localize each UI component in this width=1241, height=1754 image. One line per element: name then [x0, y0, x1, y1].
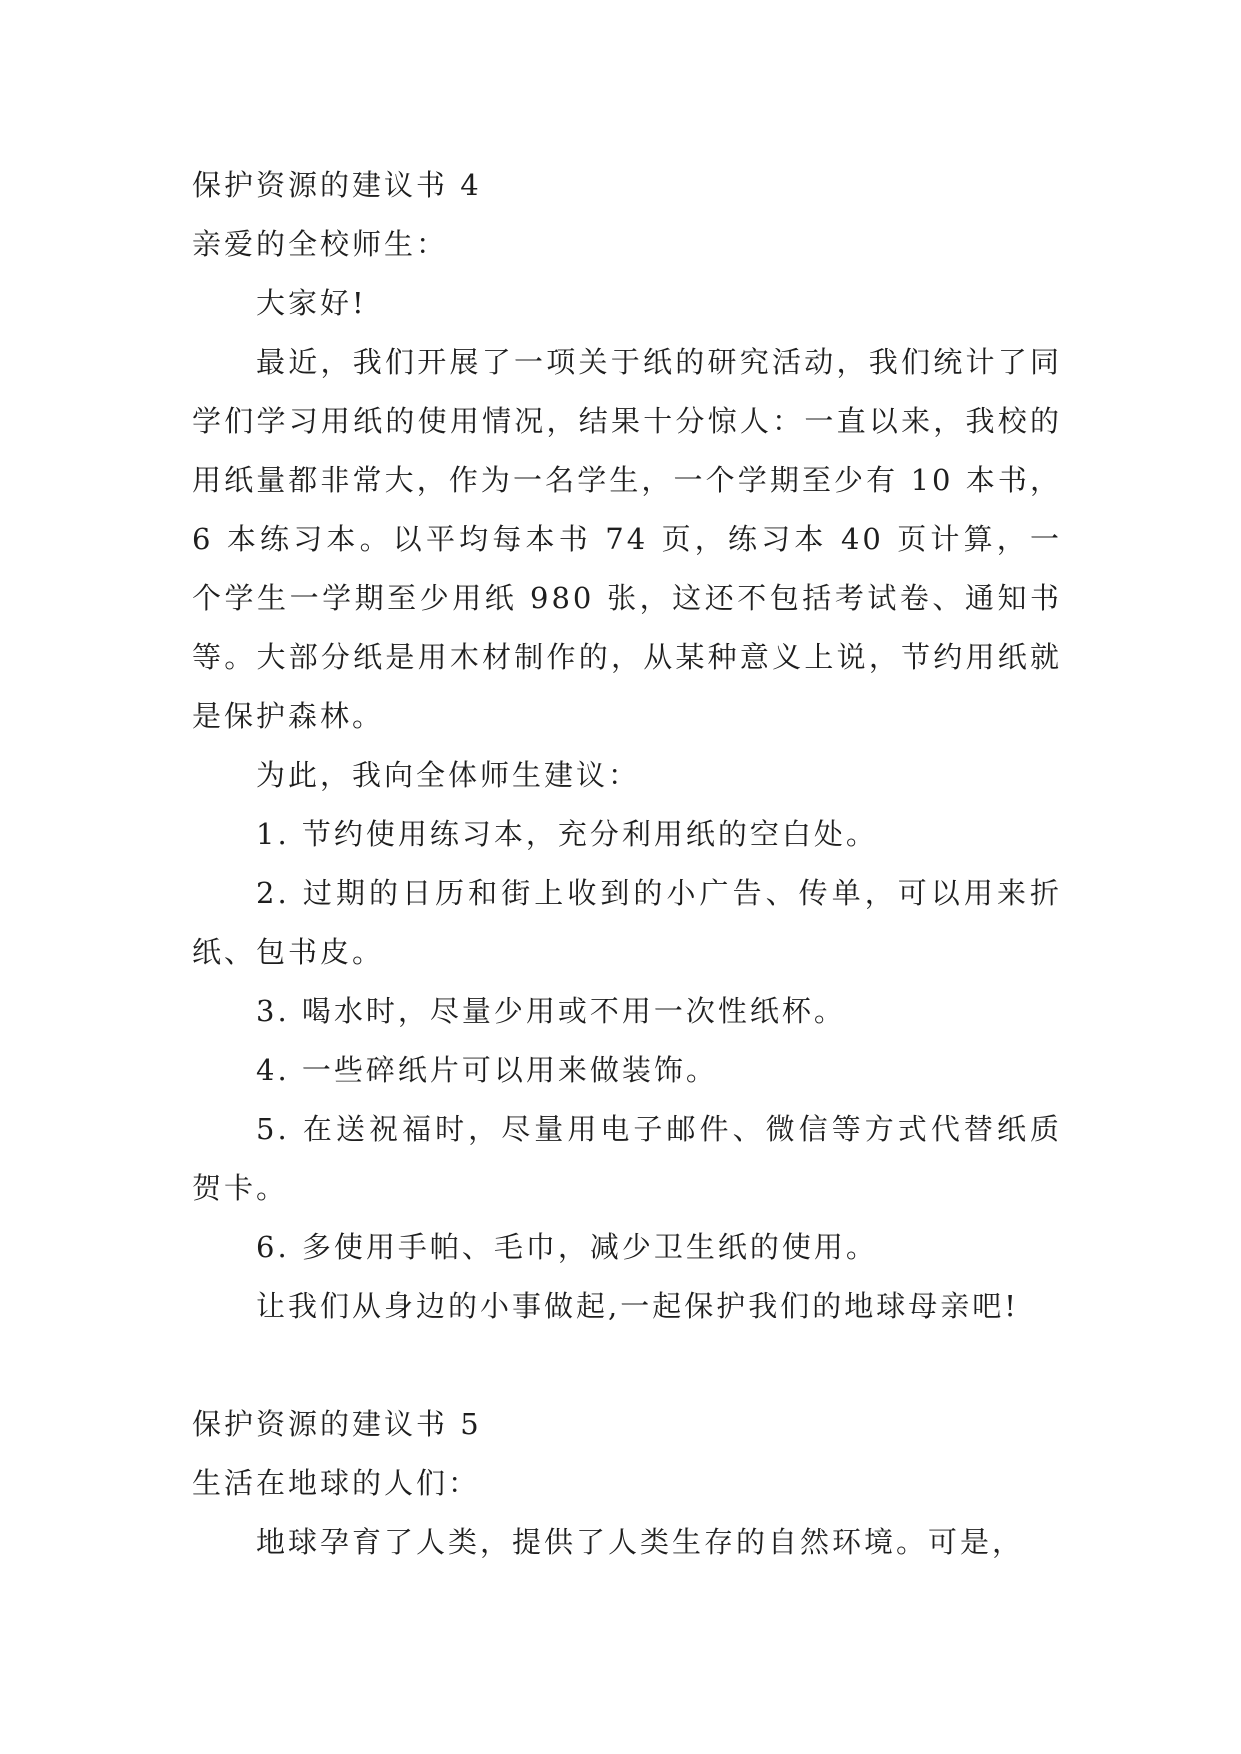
- document-body: [192, 156, 1062, 1572]
- section-title: 保护资源的建议书 4: [192, 168, 482, 202]
- section-title: 保护资源的建议书 5: [192, 1407, 482, 1441]
- proposal-item-6: 6. 多使用手帕、毛巾，减少卫生纸的使用。: [256, 1230, 878, 1264]
- section-gap: [192, 1336, 1062, 1395]
- salutation: 生活在地球的人们：: [192, 1466, 481, 1500]
- proposal-intro: 为此，我向全体师生建议：: [256, 758, 641, 792]
- closing-line: 让我们从身边的小事做起,一起保护我们的地球母亲吧!: [256, 1289, 1019, 1323]
- proposal-item-4: 4. 一些碎纸片可以用来做装饰。: [256, 1053, 718, 1087]
- proposal-item-3: 3. 喝水时，尽量少用或不用一次性纸杯。: [256, 994, 846, 1028]
- proposal-item-5: 5. 在送祝福时，尽量用电子邮件、微信等方式代替纸质贺卡。: [192, 1112, 1062, 1205]
- body-paragraph: 地球孕育了人类，提供了人类生存的自然环境。可是，: [256, 1525, 1025, 1559]
- proposal-item-1: 1. 节约使用练习本，充分利用纸的空白处。: [256, 817, 878, 851]
- salutation: 亲爱的全校师生：: [192, 227, 449, 261]
- greeting: 大家好!: [256, 286, 367, 320]
- body-paragraph: 最近，我们开展了一项关于纸的研究活动，我们统计了同学们学习用纸的使用情况，结果十分惊人：一直以来，我校的用纸量都非常大，作为一名学生，一个学期至少有 10 本书，6 本练习本。以平均每本书 74 页，练习本 40 页计算，一个学生一学期至少用纸 980 张，这还不包括考试卷、通知书等。大部分纸是用木材制作的，从某种意义上说，节约用纸就是保护森林。: [192, 345, 1062, 733]
- proposal-item-2: 2. 过期的日历和街上收到的小广告、传单，可以用来折纸、包书皮。: [192, 876, 1062, 969]
